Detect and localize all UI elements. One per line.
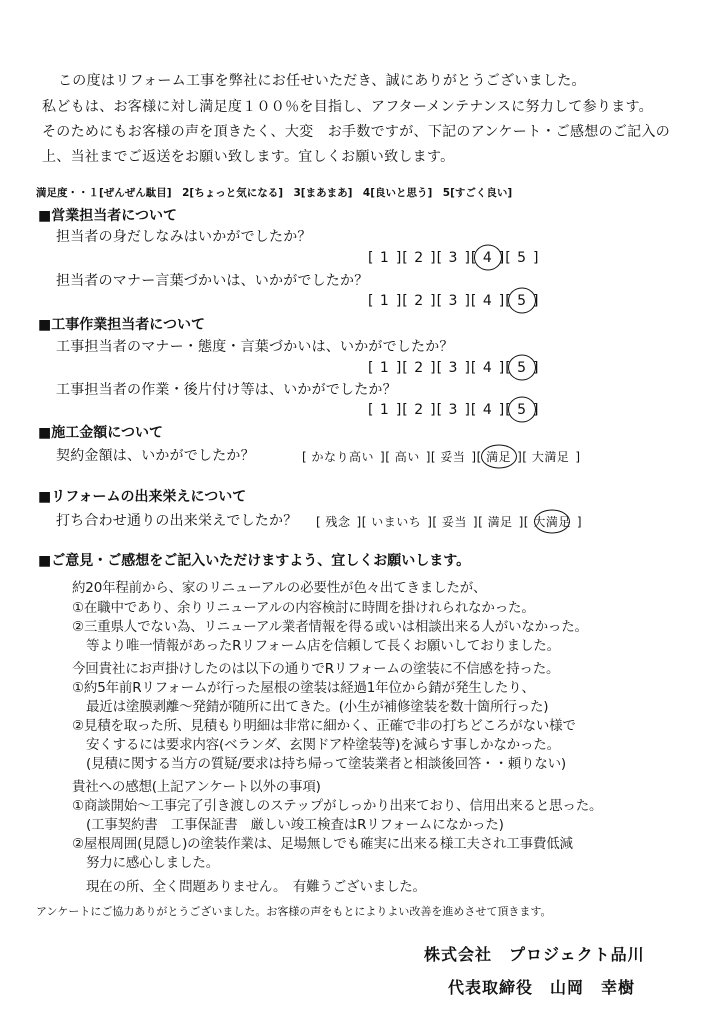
rating-option-2[interactable]: 2	[414, 250, 425, 266]
price-option-5[interactable]: 大満足	[531, 450, 570, 464]
rating-option-2[interactable]: 2	[414, 293, 425, 309]
comment-line: ②見積を取った所、見積もり明細は非常に細かく、正確で非の打ちどころがない様で	[72, 718, 576, 734]
company-name: 株式会社 プロジェクト品川	[424, 945, 645, 964]
price-option-4-selected[interactable]: 満足	[486, 448, 511, 465]
result-option-1[interactable]: 残念	[325, 515, 351, 529]
representative-name: 代表取締役 山岡 幸樹	[448, 978, 636, 997]
selection-circle	[508, 354, 536, 380]
comment-line: ②屋根周囲(見隠し)の塗装作業は、足場無しでも確実に出来る様工夫され工事費低減	[72, 836, 573, 852]
rating-option-3[interactable]: 3	[448, 250, 459, 266]
rating-option-5-selected[interactable]: 5	[517, 360, 527, 376]
comment-line: (工事契約書 工事保証書 厳しい竣工検査はRリフォームになかった)	[86, 817, 504, 833]
intro-line-1: この度はリフォーム工事を弊社にお任せいただき、誠にありがとうございました。	[58, 73, 586, 89]
comment-line: ①在職中であり、余りリニューアルの内容検討に時間を掛けれられなかった。	[72, 600, 535, 616]
section-title-result: ■リフォームの出来栄えについて	[38, 489, 247, 505]
rating-option-3[interactable]: 3	[448, 402, 459, 418]
rating-result: [ 残念 ][ いまいち ][ 妥当 ][ 満足 ][ 大満足 ]	[316, 513, 582, 530]
rating-option-4-selected[interactable]: 4	[483, 250, 493, 266]
rating-option-4[interactable]: 4	[482, 293, 493, 309]
question-sales-appearance: 担当者の身だしなみはいかがでしたか？	[56, 229, 312, 245]
question-construction-work: 工事担当者の作業・後片付け等は、いかがでしたか？	[56, 382, 397, 398]
rating-option-2[interactable]: 2	[414, 402, 425, 418]
rating-option-2[interactable]: 2	[414, 360, 425, 376]
comment-line: 安くするには要求内容(ベランダ、玄関ドア枠塗装等)を減らす事しかなかった。	[86, 737, 560, 753]
rating-price: [ かなり高い ][ 高い ][ 妥当 ][ 満足 ][ 大満足 ]	[302, 448, 581, 465]
comment-line: 現在の所、全く問題ありません。 有難うございました。	[86, 879, 426, 895]
rating-construction-work: [ 1 ][ 2 ][ 3 ][ 4 ][ 5 ]	[368, 402, 540, 418]
comment-line: 努力に感心しました。	[86, 855, 219, 871]
price-option-1[interactable]: かなり高い	[311, 450, 375, 464]
question-price: 契約金額は、いかがでしたか？	[56, 448, 255, 464]
result-option-5-selected[interactable]: 大満足	[533, 513, 571, 530]
section-title-construction: ■工事作業担当者について	[38, 317, 205, 333]
result-option-2[interactable]: いまいち	[371, 515, 422, 529]
comment-line: 最近は塗膜剥離～発錆が随所に出てきた。(小生が補修塗装を数十箇所行った)	[86, 699, 549, 715]
rating-option-3[interactable]: 3	[448, 360, 459, 376]
rating-option-5-selected[interactable]: 5	[517, 402, 527, 418]
rating-option-1[interactable]: 1	[379, 360, 390, 376]
rating-option-1[interactable]: 1	[379, 293, 390, 309]
rating-option-5[interactable]: 5	[517, 250, 528, 266]
rating-sales-appearance: [ 1 ][ 2 ][ 3 ][ 4 ][ 5 ]	[368, 250, 540, 266]
rating-option-4[interactable]: 4	[482, 402, 493, 418]
selection-circle	[508, 287, 536, 313]
thanks-note: アンケートにご協力ありがとうございました。お客様の声をもとによりよい改善を進めさせて頂きます。	[36, 905, 552, 918]
section-title-price: ■施工金額について	[38, 425, 163, 441]
rating-option-1[interactable]: 1	[379, 402, 390, 418]
question-construction-manner: 工事担当者のマナー・態度・言葉づかいは、いかがでしたか？	[56, 339, 454, 355]
selection-circle	[534, 509, 570, 533]
intro-line-4: 上、当社までご返送をお願い致します。宜しくお願い致します。	[42, 149, 455, 165]
selection-circle	[508, 396, 536, 422]
section-title-sales: ■営業担当者について	[38, 208, 177, 224]
comment-line: (見積に関する当方の質疑/要求は持ち帰って塗装業者と相談後回答・・頼りない)	[86, 756, 566, 772]
comment-line: 貴社への感想(上記アンケート以外の事項)	[72, 779, 321, 795]
price-option-2[interactable]: 高い	[394, 450, 420, 464]
price-option-3[interactable]: 妥当	[440, 450, 466, 464]
rating-construction-manner: [ 1 ][ 2 ][ 3 ][ 4 ][ 5 ]	[368, 360, 540, 376]
rating-option-5-selected[interactable]: 5	[517, 293, 527, 309]
comment-line: 今回貴社にお声掛けしたのは以下の通りでRリフォームの塗装に不信感を持った。	[72, 661, 560, 677]
selection-circle	[481, 444, 517, 468]
question-sales-manner: 担当者のマナー言葉づかいは、いかがでしたか？	[56, 273, 369, 289]
comment-line: 等より唯一情報があったRリフォーム店を信頼して長くお願いしておりました。	[86, 638, 560, 654]
rating-option-3[interactable]: 3	[448, 293, 459, 309]
comment-line: ①商談開始～工事完了引き渡しのステップがしっかり出来ており、信用出来ると思った。	[72, 798, 603, 814]
rating-option-4[interactable]: 4	[482, 360, 493, 376]
intro-line-2: 私どもは、お客様に対し満足度１００％を目指し、アフターメンテナンスに努力して参ります。	[42, 99, 653, 115]
comment-line: 約20年程前から、家のリニューアルの必要性が色々出てきましたが、	[72, 580, 487, 596]
rating-sales-manner: [ 1 ][ 2 ][ 3 ][ 4 ][ 5 ]	[368, 293, 540, 309]
section-title-comments: ■ご意見・ご感想をご記入いただけますよう、宜しくお願いします。	[38, 553, 471, 569]
scale-legend: 満足度・・１[ぜんぜん駄目] 2[ちょっと気になる] 3[まあまあ] 4[良いと思う] 5[すごく良い]	[36, 187, 513, 199]
intro-line-3: そのためにもお客様の声を頂きたく、大変 お手数ですが、下記のアンケート・ご感想のご記入の	[42, 124, 671, 140]
comment-line: ①約5年前Rリフォームが行った屋根の塗装は経過1年位から錆が発生したり、	[72, 680, 535, 696]
result-option-4[interactable]: 満足	[487, 515, 513, 529]
rating-option-1[interactable]: 1	[379, 250, 390, 266]
result-option-3[interactable]: 妥当	[441, 515, 467, 529]
selection-circle	[474, 244, 502, 270]
question-result: 打ち合わせ通りの出来栄えでしたか？	[56, 513, 298, 529]
comment-line: ②三重県人でない為、リニューアル業者情報を得る或いは相談出来る人がいなかった。	[72, 619, 588, 635]
